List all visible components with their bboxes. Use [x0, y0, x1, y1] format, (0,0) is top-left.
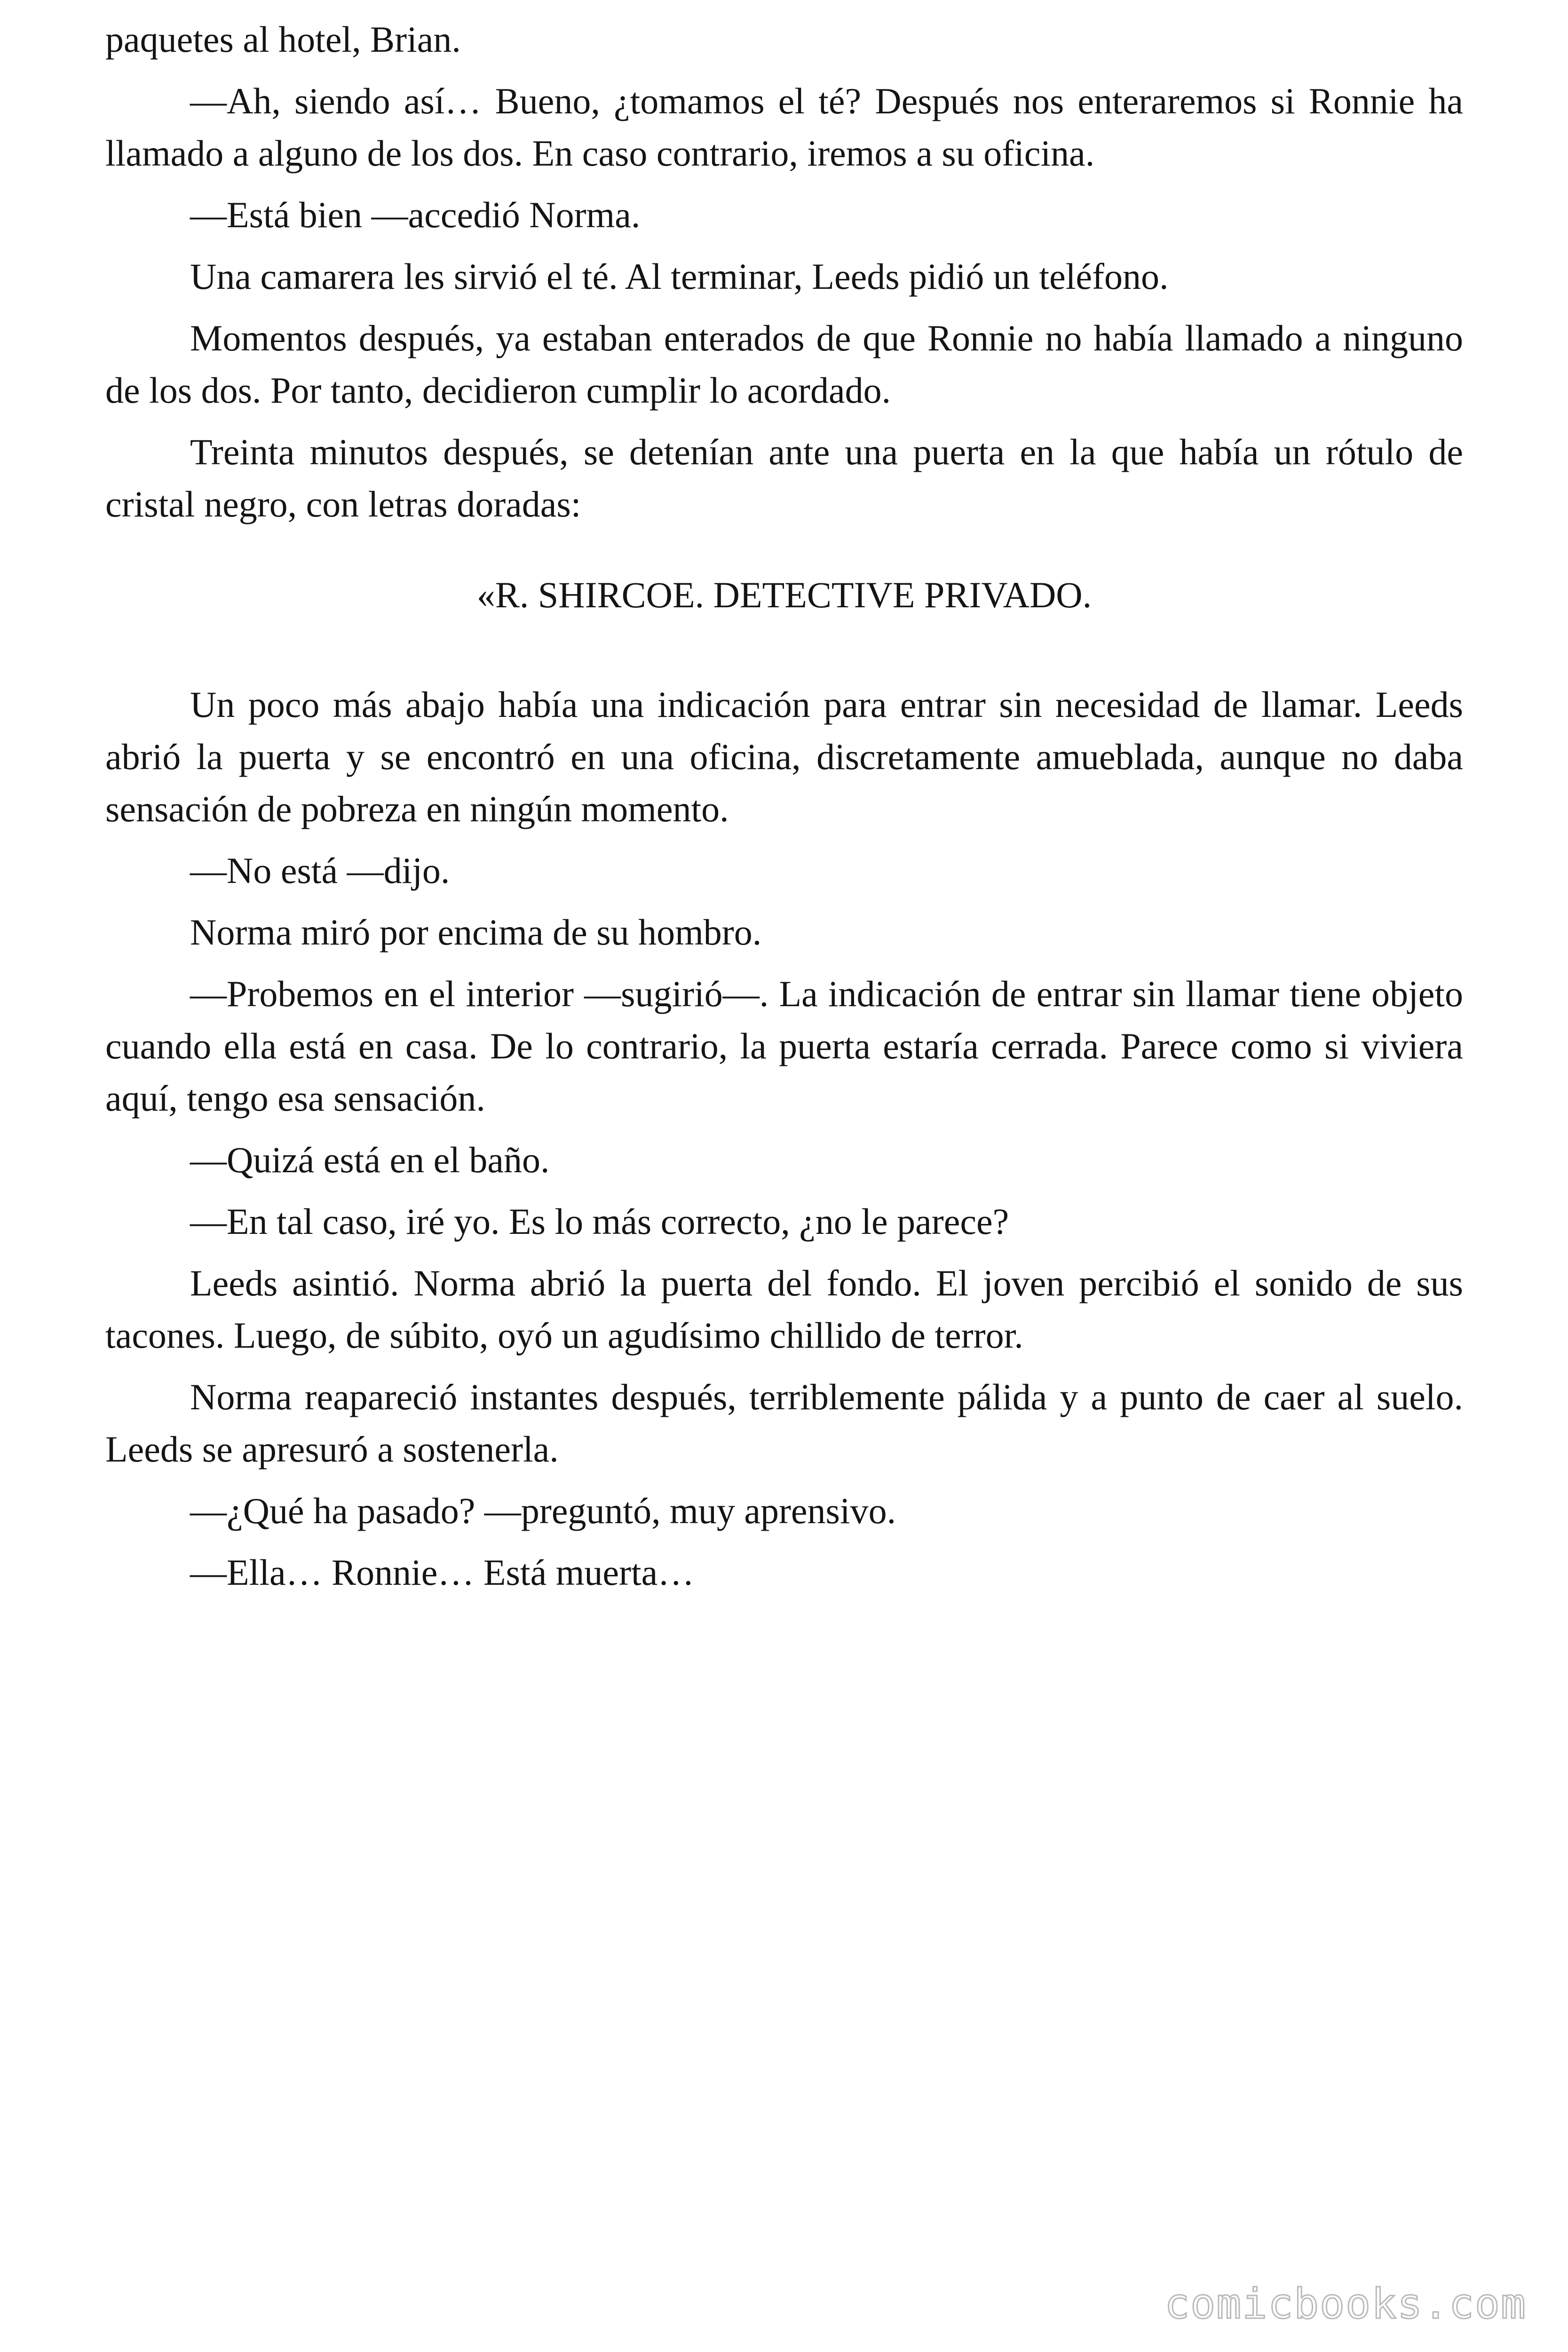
paragraph-dialogue: —Ella… Ronnie… Está muerta… — [190, 1552, 695, 1593]
paragraph-dialogue: —Probemos en el interior —sugirió—. La indicación de entrar sin llamar tiene objeto cuando ella está en casa. De lo contrario, la puerta estaría cerrada. Parece como si viviera aquí, tengo esa sensación. — [105, 973, 1463, 1119]
paragraph: Norma miró por encima de su hombro. — [190, 912, 762, 953]
paragraph-dialogue: —Ah, siendo así… Bueno, ¿tomamos el té? Después nos enteraremos si Ronnie ha llamado a alguno de los dos. En caso contrario, iremos a su oficina. — [105, 80, 1463, 174]
body-text — [105, 13, 1463, 1608]
paragraph: Treinta minutos después, se detenían ante una puerta en la que había un rótulo de cristal negro, con letras doradas: — [105, 431, 1463, 524]
paragraph: Una camarera les sirvió el té. Al terminar, Leeds pidió un teléfono. — [190, 256, 1169, 297]
paragraph-continuation: paquetes al hotel, Brian. — [105, 19, 461, 60]
paragraph-dialogue: —¿Qué ha pasado? —preguntó, muy aprensivo. — [190, 1490, 896, 1531]
paragraph: Un poco más abajo había una indicación para entrar sin necesidad de llamar. Leeds abrió la puerta y se encontró en una oficina, discretamente amueblada, aunque no daba sensación de pobreza en ningún momento. — [105, 684, 1463, 829]
paragraph: Momentos después, ya estaban enterados de que Ronnie no había llamado a ninguno de los dos. Por tanto, decidieron cumplir lo acordado. — [105, 318, 1463, 411]
paragraph-dialogue: —En tal caso, iré yo. Es lo más correcto, ¿no le parece? — [190, 1201, 1009, 1242]
paragraph-dialogue: —No está —dijo. — [190, 850, 450, 891]
office-sign-text: «R. SHIRCOE. DETECTIVE PRIVADO. — [476, 574, 1092, 615]
paragraph-dialogue: —Está bien —accedió Norma. — [190, 194, 641, 235]
paragraph: Norma reapareció instantes después, terriblemente pálida y a punto de caer al suelo. Leeds se apresuró a sostenerla. — [105, 1376, 1463, 1470]
paragraph: Leeds asintió. Norma abrió la puerta del fondo. El joven percibió el sonido de sus tacones. Luego, de súbito, oyó un agudísimo chillido de terror. — [105, 1263, 1463, 1356]
paragraph-dialogue: —Quizá está en el baño. — [190, 1139, 550, 1180]
watermark: comicbooks.com — [1164, 2280, 1527, 2328]
